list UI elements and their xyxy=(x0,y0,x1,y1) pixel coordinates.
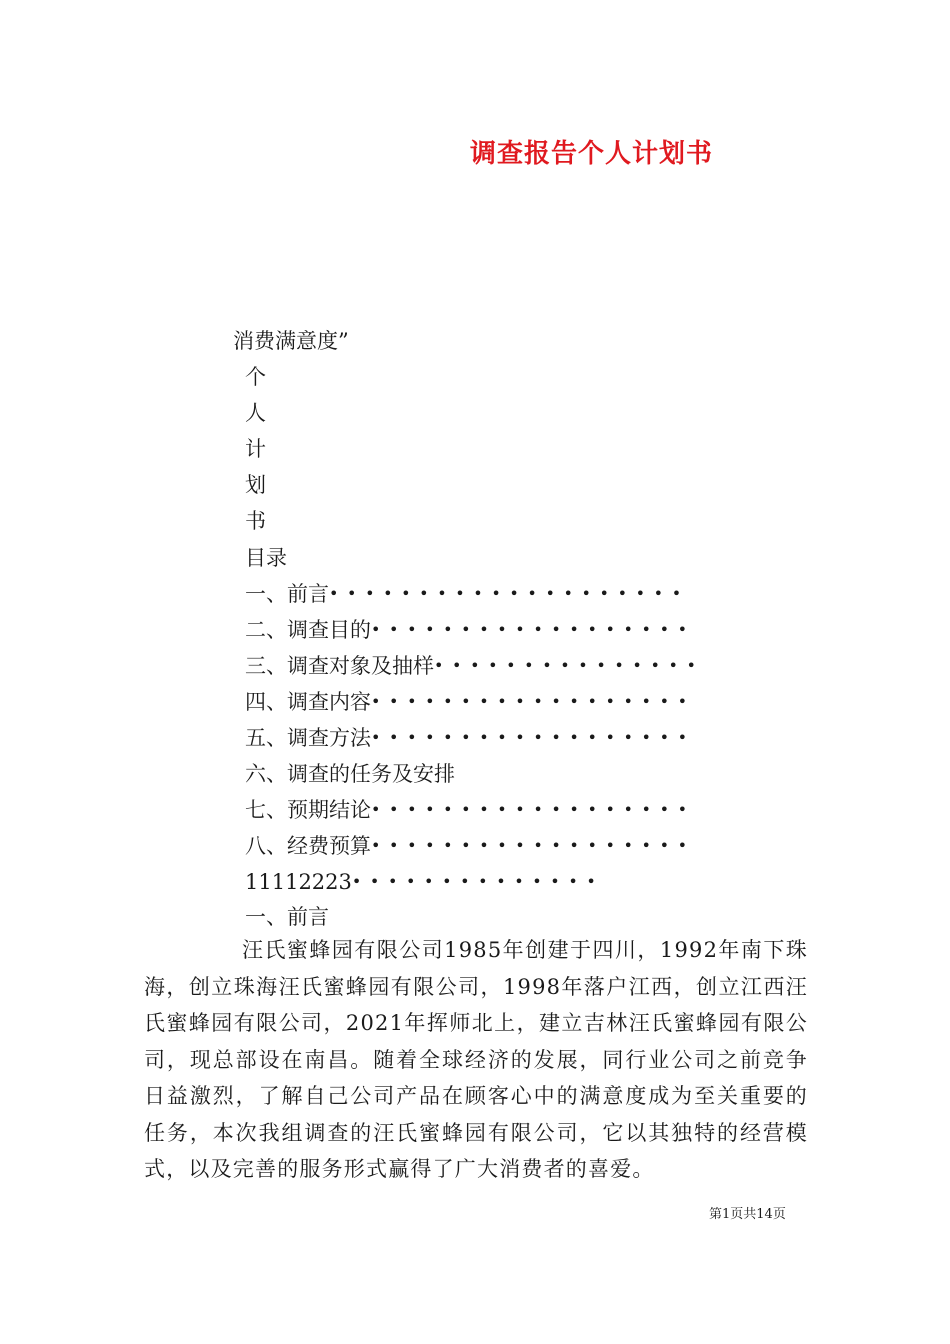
toc-item-label: 八、经费预算 xyxy=(245,834,371,858)
toc-item-label: 七、预期结论 xyxy=(245,798,371,822)
document-title: 调查报告个人计划书 xyxy=(470,139,714,169)
toc-item[interactable] xyxy=(245,724,696,752)
toc-item[interactable] xyxy=(245,616,696,644)
toc-item[interactable] xyxy=(245,868,604,896)
vertical-char: 个 xyxy=(245,365,266,389)
vertical-char: 划 xyxy=(245,473,266,497)
toc-leader-dots: •••••••••••••••••• xyxy=(371,800,696,819)
vertical-char: 人 xyxy=(245,401,266,425)
toc-leader-dots: •••••••••••••• xyxy=(351,872,605,891)
toc-item[interactable] xyxy=(245,796,696,824)
toc-item-label: 五、调查方法 xyxy=(245,726,371,750)
toc-leader-dots: •••••••••••••••••• xyxy=(371,836,696,855)
page-number-footer: 第1页共14页 xyxy=(709,1207,786,1222)
body-paragraph: 汪氏蜜蜂园有限公司1985年创建于四川，1992年南下珠海，创立珠海汪氏蜜蜂园有限公司，1998年落户江西，创立江西汪氏蜜蜂园有限公司，2021年挥师北上，建立吉林汪氏蜜蜂园有限公司，现总部设在南昌。随着全球经济的发展，同行业公司之前竞争日益激烈，了解自己公司产品在顾客心中的满意度成为至关重要的任务，本次我组调查的汪氏蜜蜂园有限公司，它以其独特的经营模式，以及完善的服务形式赢得了广大消费者的喜爱。 xyxy=(144,938,808,1181)
toc-item[interactable] xyxy=(245,688,696,716)
toc-leader-dots: •••••••••••••••••••• xyxy=(329,584,690,603)
toc-item[interactable] xyxy=(245,580,690,608)
toc-item[interactable] xyxy=(245,832,696,860)
toc-item-label: 一、前言 xyxy=(245,582,329,606)
toc-heading: 目录 xyxy=(245,546,287,570)
toc-item[interactable] xyxy=(245,760,455,788)
toc-item-label: 三、调查对象及抽样 xyxy=(245,654,434,678)
subtitle-line: 消费满意度” xyxy=(233,329,349,353)
section-heading: 一、前言 xyxy=(245,905,329,929)
toc-item-label: 四、调查内容 xyxy=(245,690,371,714)
vertical-char: 计 xyxy=(245,437,266,461)
vertical-char: 书 xyxy=(245,509,266,533)
toc-item[interactable] xyxy=(245,652,705,680)
toc-leader-dots: •••••••••••••••••• xyxy=(371,692,696,711)
toc-item-label: 11112223 xyxy=(245,870,352,894)
toc-item-label: 二、调查目的 xyxy=(245,618,371,642)
toc-leader-dots: ••••••••••••••• xyxy=(434,656,705,675)
toc-item-label: 六、调查的任务及安排 xyxy=(245,762,455,786)
toc-leader-dots: •••••••••••••••••• xyxy=(371,728,696,747)
toc-leader-dots: •••••••••••••••••• xyxy=(371,620,696,639)
